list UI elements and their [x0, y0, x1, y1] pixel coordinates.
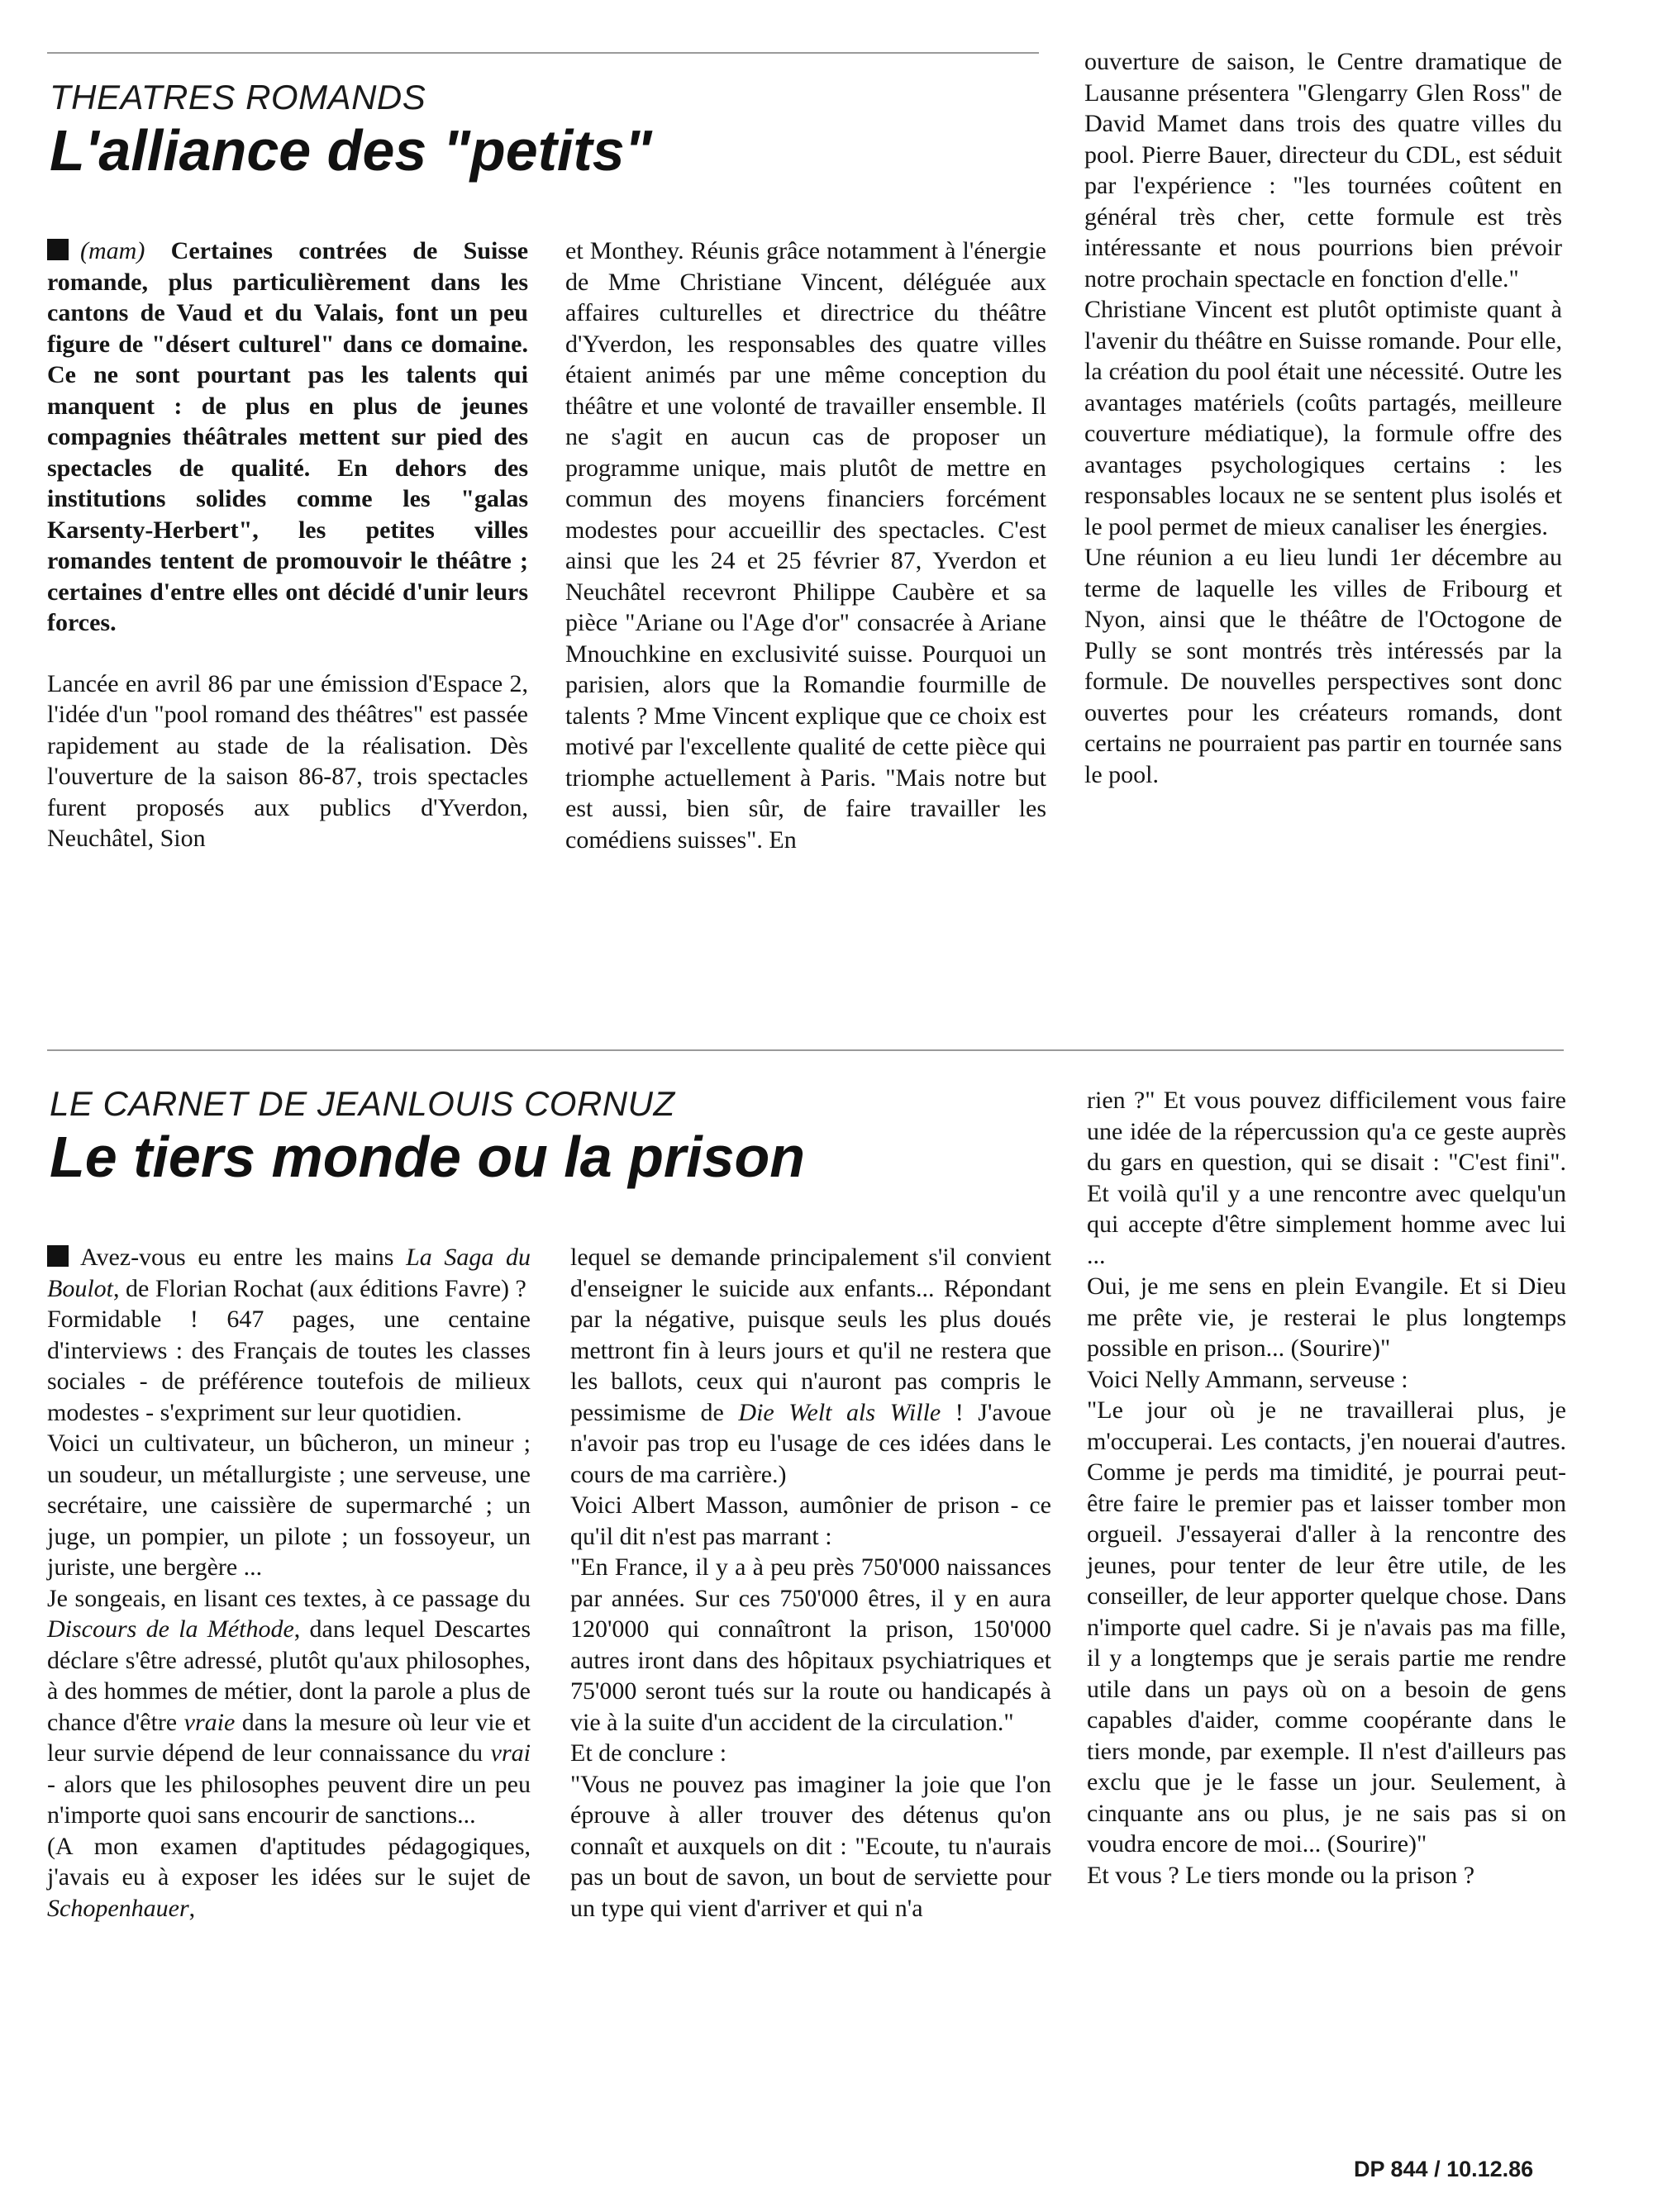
- article1-lead-text: Certaines contrées de Suisse romande, plus particulièrement dans les cantons de Vaud et du Valais, font un peu figure de "désert culturel" dans ce domaine. Ce ne sont pourtant pas les talents qui manquent : de plus en plus de jeunes compagnies théâtrales mettent sur pied des spectacles de qualité. En dehors des institutions solides comme les "galas Karsenty-Herbert", les petites villes romandes tentent de promouvoir le théâtre ; certaines d'entre elles ont décidé d'unir leurs forces.: [47, 237, 529, 636]
- article2-col2-paragraph-5: "Vous ne pouvez pas imaginer la joie que l'on éprouve à aller trouver des détenus qu'on connaît et auxquels on dit : "Ecoute, tu n'aurais pas un bout de savon, un bout de serviette pour un type qui vient d'arriver et qui n'a: [570, 1770, 1051, 1922]
- article1-col3-paragraph-3: Une réunion a eu lieu lundi 1er décembre au terme de laquelle les villes de Fribourg et Nyon, ainsi que le théâtre de l'Octogone de Pully se sont montrés très intéressés par la formule. De nouvelles perspectives sont donc ouvertes pour les créateurs romands, dont certains ne pourraient pas partir en tournée sans le pool.: [1084, 544, 1562, 788]
- article1-column-3: [1084, 46, 1562, 790]
- article2-column-1: [47, 1242, 531, 1924]
- article2-col2-paragraph-2: Voici Albert Masson, aumônier de prison - ce qu'il dit n'est pas marrant :: [570, 1491, 1051, 1550]
- article2-col1-paragraph-1: Avez-vous eu entre les mains La Saga du Boulot, de Florian Rochat (aux éditions Favre) ?: [47, 1244, 531, 1302]
- article2-col2-paragraph-3: "En France, il y a à peu près 750'000 naissances par années. Sur ces 750'000 êtres, il y en aura 120'000 qui connaîtront la prison, 150'000 autres iront dans des hôpitaux psychiatriques et 75'000 seront tués sur la route ou handicapés à vie à la suite d'un accident de la circulation.": [570, 1553, 1051, 1736]
- article2-col3-paragraph-1: rien ?" Et vous pouvez difficilement vous faire une idée de la répercussion qu'a ce geste auprès du gars en question, qui se disait : "C'est fini". Et voilà qu'il y a une rencontre avec quelqu'un qui accepte d'être simplement homme avec lui ...: [1087, 1087, 1566, 1269]
- bullet-square-icon: [47, 1245, 69, 1267]
- issue-footer: DP 844 / 10.12.86: [1354, 2157, 1534, 2181]
- article2-col1-paragraph-2: Formidable ! 647 pages, une centaine d'interviews : des Français de toutes les classes sociales - de préférence toutefois de milieux modestes - s'expriment sur leur quotidien.: [47, 1306, 531, 1426]
- article1-byline: (mam): [80, 237, 145, 264]
- article1-headline: L'alliance des "petits": [50, 118, 652, 183]
- article-divider: [47, 1049, 1564, 1051]
- article1-lead: [47, 235, 528, 639]
- article2-col1-paragraph-4: Je songeais, en lisant ces textes, à ce passage du Discours de la Méthode, dans lequel Descartes déclare s'être adressé, plutôt qu'aux philosophes, à des hommes de métier, dont la parole a plus de chance d'être vraie dans la mesure où leur vie et leur survie dépend de leur connaissance du vrai - alors que les philosophes peuvent dire un peu n'importe quoi sans encourir de sanctions...: [47, 1584, 531, 1829]
- article2-col3-paragraph-2: Oui, je me sens en plein Evangile. Et si Dieu me prête vie, je resterai le plus longtemps possible en prison... (Sourire)": [1087, 1272, 1566, 1362]
- article2-col3-paragraph-5: Et vous ? Le tiers monde ou la prison ?: [1087, 1861, 1475, 1889]
- article2-col2-paragraph-1: lequel se demande principalement s'il convient d'enseigner le suicide aux enfants... Répondant par la négative, puisque seuls les plus doués mettront fin à leurs jours et qu'il ne restera que les ballots, ceux qui n'auront pas compris le pessimisme de Die Welt als Wille ! J'avoue n'avoir pas trop eu l'usage de ces idées dans le cours de ma carrière.): [570, 1244, 1052, 1488]
- article2-col3-paragraph-3: Voici Nelly Ammann, serveuse :: [1087, 1365, 1408, 1393]
- book-title: La Saga du Boulot: [47, 1244, 531, 1302]
- bullet-square-icon: [47, 239, 69, 260]
- article1-col2-paragraph: et Monthey. Réunis grâce notamment à l'énergie de Mme Christiane Vincent, déléguée aux affaires culturelles et directrice du théâtre d'Yverdon, les responsables des quatre villes étaient animés par une même conception du théâtre et une volonté de travailler ensemble. Il ne s'agit en aucun cas de proposer un programme unique, mais plutôt de mettre en commun des moyens financiers forcément modestes pour accueillir des spectacles. C'est ainsi que les 24 et 25 février 87, Yverdon et Neuchâtel recevront Philippe Caubère et sa pièce "Ariane ou l'Age d'or" consacrée à Ariane Mnouchkine en exclusivité suisse. Pourquoi un parisien, alors que la Romandie fourmille de talents ? Mme Vincent explique que ce choix est motivé par l'excellente qualité de cette pièce qui triomphe actuellement à Paris. "Mais notre but est aussi, bien sûr, de faire travailler les comédiens suisses". En: [565, 237, 1046, 854]
- article1-column-2: [565, 235, 1046, 855]
- article1-col1-paragraph-2: Lancée en avril 86 par une émission d'Espace 2, l'idée d'un "pool romand des théâtres" est passée rapidement au stade de la réalisation. Dès l'ouverture de la saison 86-87, trois spectacles furent proposés aux publics d'Yverdon, Neuchâtel, Sion: [47, 669, 528, 852]
- top-rule: [47, 52, 1039, 54]
- article2-column-2: [570, 1242, 1051, 1924]
- article2-column-3: [1087, 1085, 1566, 1891]
- article1-col3-paragraph-1: ouverture de saison, le Centre dramatique de Lausanne présentera "Glengarry Glen Ross" de David Mamet dans trois des quatre villes du pool. Pierre Bauer, directeur du CDL, est séduit par l'expérience : "les tournées coûtent en général très cher, cette formule est très intéressante et nous pourrions bien prévoir notre prochain spectacle en fonction d'elle.": [1084, 48, 1562, 293]
- article2-col2-paragraph-4: Et de conclure :: [570, 1739, 727, 1767]
- article2-col3-paragraph-4: "Le jour où je ne travaillerai plus, je m'occuperai. Les contacts, j'en nouerai d'autres. Comme je perds ma timidité, je pourrai peut-être faire le premier pas et laisser tomber mon orgueil. J'essayerai d'aller à la rencontre des jeunes, pour tenter de leur être utile, de les conseiller, de leur apporter quelque chose. Dans n'importe quel cadre. Si je n'avais pas ma fille, il y a longtemps que je serais partie me rendre utile dans un pays où on a besoin de gens capables d'aider, comme coopérante dans le tiers monde, par exemple. Il n'est d'ailleurs pas exclu que je le fasse un jour. Seulement, à cinquante ans ou plus, je ne sais pas si on voudra encore de moi... (Sourire)": [1087, 1396, 1566, 1858]
- article1-col3-paragraph-2: Christiane Vincent est plutôt optimiste quant à l'avenir du théâtre en Suisse romande. Pour elle, la création du pool était une nécessité. Outre les avantages matériels (coûts partagés, meilleure couverture médiatique), la formule offre des avantages psychologiques certains : les responsables locaux ne se sentent plus isolés et le pool permet de mieux canaliser les énergies.: [1084, 296, 1562, 540]
- article2-kicker: LE CARNET DE JEANLOUIS CORNUZ: [50, 1084, 675, 1123]
- article1-kicker: THEATRES ROMANDS: [50, 78, 426, 117]
- article1-column-1: [47, 235, 528, 854]
- article2-col1-paragraph-5: (A mon examen d'aptitudes pédagogiques, j'avais eu à exposer les idées sur le sujet de Schopenhauer,: [47, 1832, 531, 1922]
- article2-headline: Le tiers monde ou la prison: [50, 1125, 806, 1189]
- article2-col1-paragraph-3: Voici un cultivateur, un bûcheron, un mineur ; un soudeur, un métallurgiste ; une serveuse, une secrétaire, une caissière de supermarché ; un juge, un pompier, un pilote ; un fossoyeur, un juriste, une bergère ...: [47, 1429, 531, 1581]
